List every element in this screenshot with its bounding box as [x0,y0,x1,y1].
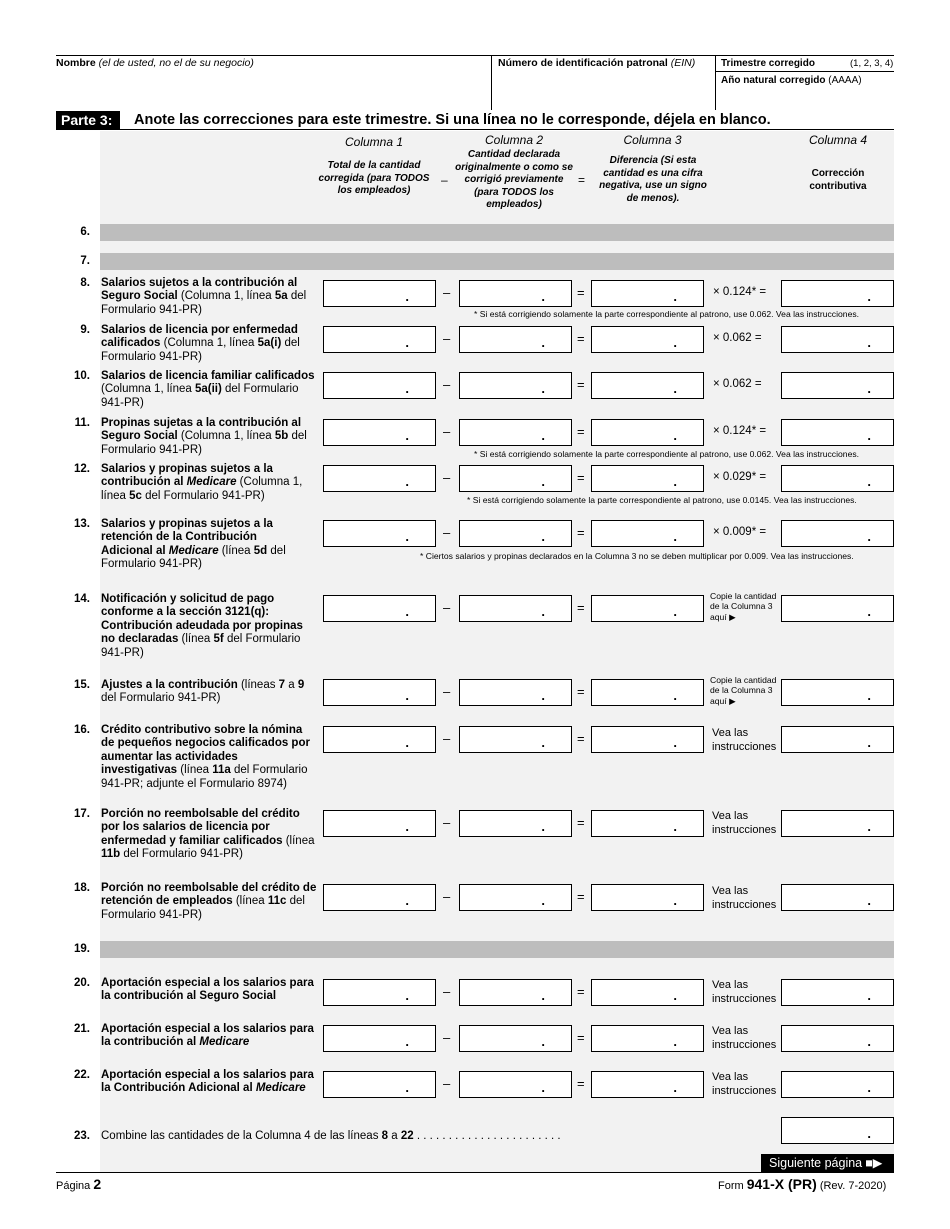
line21-col3-input[interactable] [591,1025,704,1052]
line-number: 10. [74,370,90,382]
equals-sign: = [577,684,585,699]
line15-col1-input[interactable] [323,679,436,706]
line21-see-instructions: Vea las instrucciones [712,1025,777,1051]
equals-sign: = [577,424,585,439]
line13-description: Salarios y propinas sujetos a la retención de la Contribución Adicional al Medicare (línea 5d del Formulario 941-PR) [101,518,286,571]
line12-col1-input[interactable] [323,465,436,492]
line16-col1-input[interactable] [323,726,436,753]
line9-col1-input[interactable] [323,326,436,353]
line8-description: Salarios sujetos a la contribución al Seguro Social (Columna 1, línea 5a del Formulario 941-PR) [101,277,307,316]
equals-sign: = [577,815,585,830]
line21-col1-input[interactable] [323,1025,436,1052]
line8-multiplier: × 0.124* = [713,286,767,298]
line-number: 17. [74,808,90,820]
column2-desc: Cantidad declarada originalmente o como se corrigió previamente (para TODOS los empleados) [455,149,573,210]
line15-col4-input[interactable] [781,679,894,706]
line21-col4-input[interactable] [781,1025,894,1052]
line14-description: Notificación y solicitud de pago conforme a la sección 3121(q): Contribución adeudada por propinas no declaradas (línea 5f del Formulario 941-PR) [101,593,303,659]
line10-description: Salarios de licencia familiar calificados (Columna 1, línea 5a(ii) del Formulario 941-PR) [101,370,315,409]
trimestre-field[interactable] [721,58,815,69]
line16-col3-input[interactable] [591,726,704,753]
line14-col3-input[interactable] [591,595,704,622]
line21-description: Aportación especial a los salarios para la contribución al Medicare [101,1023,314,1049]
line12-col3-input[interactable] [591,465,704,492]
minus-sign: – [443,285,451,300]
line11-note: * Si está corrigiendo solamente la parte correspondiente al patrono, use 0.062. Vea las instrucciones. [474,449,860,459]
line8-note: * Si está corrigiendo solamente la parte correspondiente al patrono, use 0.062. Vea las instrucciones. [474,309,860,319]
line16-col2-input[interactable] [459,726,572,753]
equals-sign: = [577,331,585,346]
line18-see-instructions: Vea las instrucciones [712,885,777,911]
line18-description: Porción no reembolsable del crédito de retención de empleados (línea 11c del Formulario 941-PR) [101,882,317,921]
line9-col3-input[interactable] [591,326,704,353]
page-number: Página 2 [56,1176,102,1192]
minus-sign: – [443,889,451,904]
line20-col3-input[interactable] [591,979,704,1006]
line13-col1-input[interactable] [323,520,436,547]
equals-sign: = [577,470,585,485]
line13-col4-input[interactable] [781,520,894,547]
line-number: 7. [80,255,90,267]
column3-heading: Columna 3 [623,133,682,147]
ano-note: (AAAA) [828,75,862,86]
line21-col2-input[interactable] [459,1025,572,1052]
line15-col3-input[interactable] [591,679,704,706]
line22-description: Aportación especial a los salarios para la Contribución Adicional al Medicare [101,1069,314,1095]
line20-col1-input[interactable] [323,979,436,1006]
line10-col4-input[interactable] [781,372,894,399]
line20-col4-input[interactable] [781,979,894,1006]
column4-heading: Columna 4 [808,133,868,147]
minus-sign: – [443,424,451,439]
line12-col2-input[interactable] [459,465,572,492]
header-divider [715,55,716,110]
line11-col1-input[interactable] [323,419,436,446]
minus-sign: – [443,525,451,540]
line14-col2-input[interactable] [459,595,572,622]
line11-col4-input[interactable] [781,419,894,446]
line9-multiplier: × 0.062 = [713,332,762,344]
line7-grey-bar [100,253,894,270]
equals-sign: = [577,984,585,999]
header-top-rule [56,55,894,56]
line13-multiplier: × 0.009* = [713,526,767,538]
line-number: 12. [74,463,90,475]
minus-sign: – [443,684,451,699]
line-number: 13. [74,518,90,530]
line10-col2-input[interactable] [459,372,572,399]
line-number: 20. [74,977,90,989]
arrow-right-icon: ■▶ [865,1156,883,1170]
line11-col3-input[interactable] [591,419,704,446]
line-number: 22. [74,1069,90,1081]
line8-col2-input[interactable] [459,280,572,307]
line15-col2-input[interactable] [459,679,572,706]
line10-col1-input[interactable] [323,372,436,399]
minus-sign: – [443,600,451,615]
line-number: 6. [80,226,90,238]
part3-bar [56,111,894,130]
equals-sign: = [577,1076,585,1091]
line-number: 8. [80,277,90,289]
line10-multiplier: × 0.062 = [713,378,762,390]
line20-description: Aportación especial a los salarios para la contribución al Seguro Social [101,977,314,1003]
line23-total-input[interactable] [781,1117,894,1144]
ein-note: (EIN) [670,57,696,69]
line17-col1-input[interactable] [323,810,436,837]
header-divider [491,55,492,110]
line17-col3-input[interactable] [591,810,704,837]
equals-sign: = [577,731,585,746]
minus-sign: – [443,470,451,485]
line15-copy-instruction: Copie la cantidad de la Columna 3 aquí ▶ [710,675,777,706]
next-page-banner [761,1154,894,1172]
line18-col3-input[interactable] [591,884,704,911]
equals-sign: = [577,285,585,300]
line11-col2-input[interactable] [459,419,572,446]
header-divider [715,71,894,72]
line18-col2-input[interactable] [459,884,572,911]
line13-note: * Ciertos salarios y propinas declarados en la Columna 3 no se deben multiplicar por 0.009. Vea las instrucciones. [420,551,854,561]
line20-col2-input[interactable] [459,979,572,1006]
nombre-note: (el de usted, no el de su negocio) [98,57,254,69]
line18-col1-input[interactable] [323,884,436,911]
line23-description: Combine las cantidades de la Columna 4 de las líneas 8 a 22 . . . . . . . . . . . . . . . . . . . . . . . [101,1130,561,1142]
footer-rule [56,1172,894,1173]
minus-sign: – [441,173,448,187]
line8-col4-input[interactable] [781,280,894,307]
line9-col2-input[interactable] [459,326,572,353]
line10-col3-input[interactable] [591,372,704,399]
line20-see-instructions: Vea las instrucciones [712,979,777,1005]
minus-sign: – [443,1076,451,1091]
part3-tag: Parte 3: [56,111,120,130]
line-number: 19. [74,943,90,955]
column2-heading: Columna 2 [484,133,544,147]
equals-sign: = [577,889,585,904]
line14-copy-instruction: Copie la cantidad de la Columna 3 aquí ▶ [710,591,777,622]
minus-sign: – [443,377,451,392]
line6-grey-bar [100,224,894,241]
nombre-field[interactable] [56,57,254,69]
line-number: 11. [74,417,90,429]
form-id: Form 941-X (PR) (Rev. 7-2020) [718,1176,887,1192]
minus-sign: – [443,331,451,346]
equals-sign: = [577,1030,585,1045]
equals-sign: = [577,377,585,392]
line13-col3-input[interactable] [591,520,704,547]
line19-grey-bar [100,941,894,958]
line22-col1-input[interactable] [323,1071,436,1098]
minus-sign: – [443,1030,451,1045]
ein-field[interactable] [498,57,695,69]
column3-desc: Diferencia (Si esta cantidad es una cifra negativa, use un signo de menos). [599,155,707,204]
line22-col2-input[interactable] [459,1071,572,1098]
line-number: 9. [80,324,90,336]
line16-col4-input[interactable] [781,726,894,753]
ano-field[interactable] [721,75,862,86]
line11-multiplier: × 0.124* = [713,425,767,437]
line18-col4-input[interactable] [781,884,894,911]
line16-description: Crédito contributivo sobre la nómina de pequeños negocios calificados por aumentar las actividades investigativas (línea 11a del Formulario 941-PR; adjunte el Formulario 8974) [101,724,310,790]
part3-title: Anote las correcciones para este trimestre. Si una línea no le corresponde, déjela en blanco. [134,112,771,128]
column1-heading: Columna 1 [344,135,404,149]
line-number: 15. [74,679,90,691]
line17-col2-input[interactable] [459,810,572,837]
line12-col4-input[interactable] [781,465,894,492]
line14-col1-input[interactable] [323,595,436,622]
equals-sign: = [578,173,586,187]
line-number: 18. [74,882,90,894]
equals-sign: = [577,600,585,615]
line9-col4-input[interactable] [781,326,894,353]
line8-col3-input[interactable] [591,280,704,307]
line22-see-instructions: Vea las instrucciones [712,1071,777,1097]
line11-description: Propinas sujetas a la contribución al Seguro Social (Columna 1, línea 5b del Formulario 941-PR) [101,417,307,456]
ano-label: Año natural corregido [721,75,826,86]
line9-description: Salarios de licencia por enfermedad calificados (Columna 1, línea 5a(i) del Formulario 941-PR) [101,324,300,363]
line-number: 21. [74,1023,90,1035]
line22-col3-input[interactable] [591,1071,704,1098]
line13-col2-input[interactable] [459,520,572,547]
line15-description: Ajustes a la contribución (líneas 7 a 9 del Formulario 941-PR) [101,679,305,705]
line-number: 16. [74,724,90,736]
line16-see-instructions: Vea las instrucciones [712,727,777,753]
line14-col4-input[interactable] [781,595,894,622]
line22-col4-input[interactable] [781,1071,894,1098]
column4-desc: Corrección contributiva [809,168,867,192]
line-number: 14. [74,593,90,605]
line-number: 23. [74,1130,90,1142]
column1-desc: Total de la cantidad corregida (para TODOS los empleados) [318,160,430,196]
line12-note: * Si está corrigiendo solamente la parte correspondiente al patrono, use 0.0145. Vea las instrucciones. [467,495,857,505]
line17-see-instructions: Vea las instrucciones [712,810,777,836]
line12-multiplier: × 0.029* = [713,471,767,483]
next-page-label: Siguiente página [769,1156,863,1170]
minus-sign: – [443,984,451,999]
nombre-label: Nombre [56,57,96,69]
line17-description: Porción no reembolsable del crédito por los salarios de licencia por enfermedad y familiar calificados (línea 11b del Formulario 941-PR) [101,808,315,861]
trimestre-note: (1, 2, 3, 4) [850,58,894,69]
minus-sign: – [443,815,451,830]
line12-description: Salarios y propinas sujetos a la contribución al Medicare (Columna 1, línea 5c del Formulario 941-PR) [101,463,303,502]
minus-sign: – [443,731,451,746]
line17-col4-input[interactable] [781,810,894,837]
line8-col1-input[interactable] [323,280,436,307]
equals-sign: = [577,525,585,540]
trimestre-label: Trimestre corregido [721,58,815,69]
ein-label: Número de identificación patronal [498,57,668,69]
